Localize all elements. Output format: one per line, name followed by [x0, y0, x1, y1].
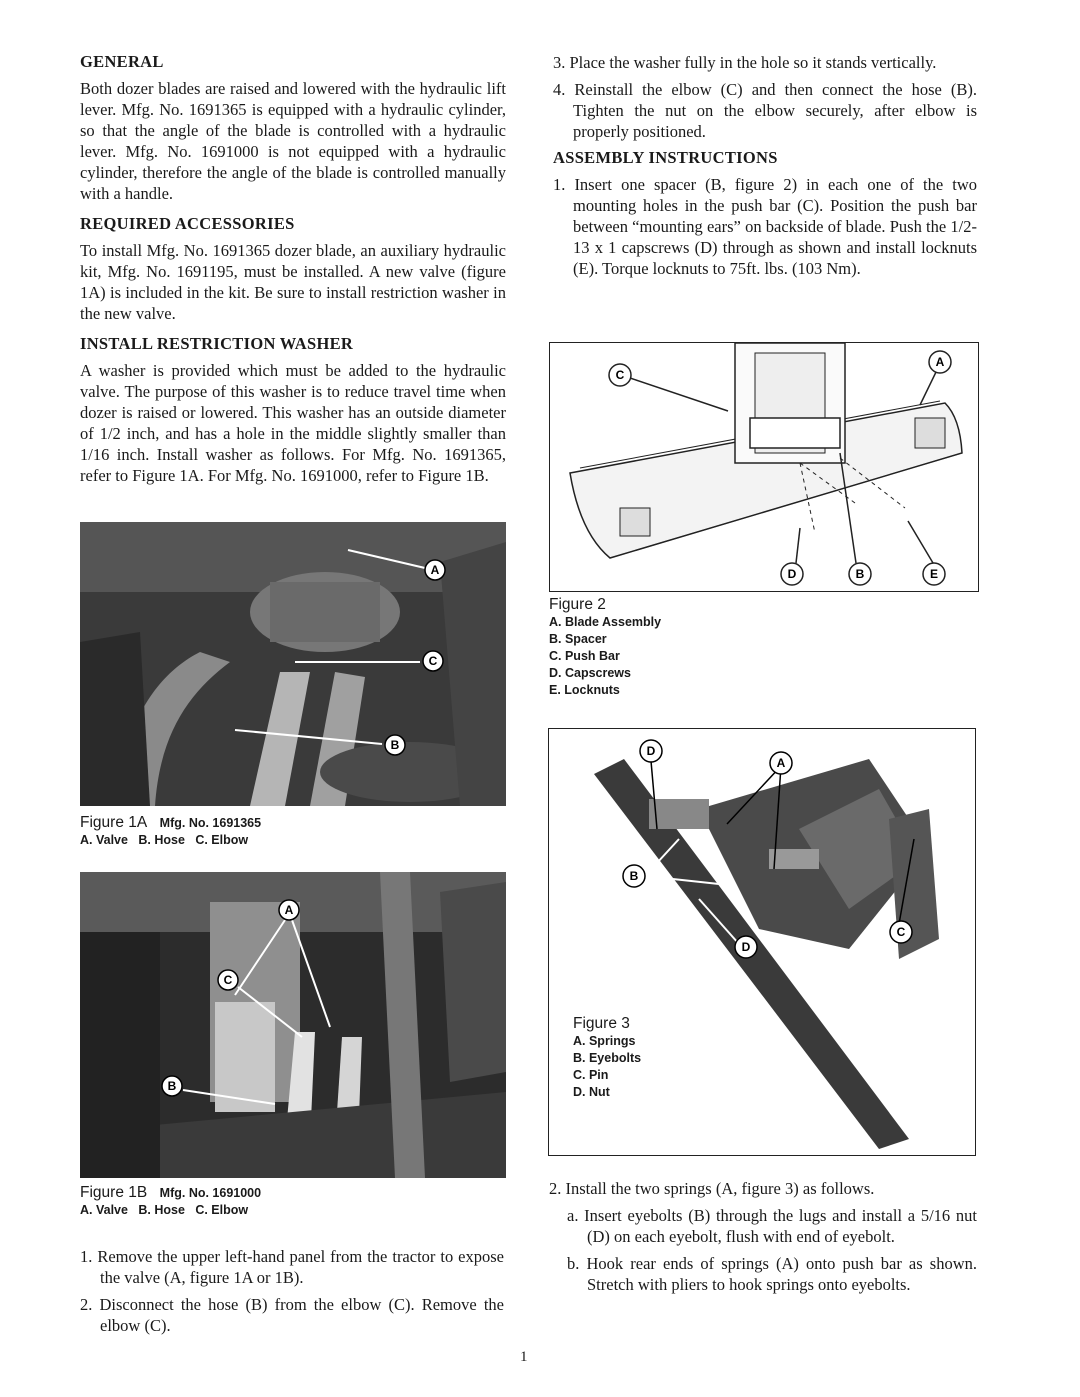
fig3-callout-c — [890, 921, 912, 943]
figure-2-item-e: E. Locknuts — [549, 683, 620, 697]
fig1a-callout-c — [423, 651, 443, 671]
figure-2-item-b: B. Spacer — [549, 632, 607, 646]
springs-step-b: b. Hook rear ends of springs (A) onto push bar as shown. Stretch with pliers to hook springs onto eyebolts. — [567, 1254, 977, 1294]
step-2: 2. Disconnect the hose (B) from the elbow (C). Remove the elbow (C). — [80, 1295, 504, 1335]
right-column — [553, 52, 977, 285]
figure-1a-title: Figure 1A — [80, 814, 148, 831]
assembly-heading: ASSEMBLY INSTRUCTIONS — [553, 148, 778, 167]
figure-1a-caption — [80, 814, 506, 849]
fig1b-callout-c-label: C — [223, 973, 233, 987]
fig1a-callout-a — [425, 560, 445, 580]
general-heading: GENERAL — [80, 52, 164, 71]
figure-3-item-d: D. Nut — [573, 1085, 610, 1099]
left-steps — [80, 1246, 504, 1342]
fig2-callout-a — [929, 351, 951, 373]
figure-1b-legend: A. Valve B. Hose C. Elbow — [80, 1203, 249, 1217]
springs-step-a: a. Insert eyebolts (B) through the lugs and install a 5/16 nut (D) on each eyebolt, flush with end of eyebolt. — [567, 1206, 977, 1246]
figure-1a-mfg: Mfg. No. 1691365 — [159, 816, 262, 830]
fig1b-callout-b — [162, 1076, 182, 1096]
fig3-callout-b — [623, 865, 645, 887]
fig3-callout-b-label: B — [629, 869, 639, 883]
figure-2-caption — [549, 596, 849, 699]
fig3-callout-d-low — [735, 936, 757, 958]
washer-body: A washer is provided which must be added to the hydraulic valve. The purpose of this washer is to reduce travel time when dozer is raised or lowered. This washer has an outside diameter of 1/2 inch, and has a hole in the middle slightly smaller than 1/16 inch. Install washer as follows. For Mfg. No. 1691365, refer to Figure 1A. For Mfg. No. 1691000, refer to Figure 1B. — [80, 361, 506, 485]
figure-1b-photo — [80, 872, 506, 1178]
fig2-callout-d — [781, 563, 803, 585]
figure-1a-photo — [80, 522, 506, 806]
page-number: 1 — [520, 1349, 528, 1365]
fig2-callout-b — [849, 563, 871, 585]
fig3-callout-a — [770, 752, 792, 774]
fig1a-callout-b-label: B — [390, 738, 400, 752]
figure-2-item-a: A. Blade Assembly — [549, 615, 662, 629]
figure-1a-legend: A. Valve B. Hose C. Elbow — [80, 833, 249, 847]
fig1b-callout-a-label: A — [284, 903, 294, 917]
right-steps — [549, 1178, 977, 1301]
step-4: 4. Reinstall the elbow (C) and then connect the hose (B). Tighten the nut on the elbow securely, after elbow is properly positioned. — [553, 80, 977, 141]
fig2-callout-a-label: A — [935, 355, 945, 369]
assembly-step-1: 1. Insert one spacer (B, figure 2) in each one of the two mounting holes in the push bar (C). Position the push bar between “mounting ears” on backside of blade. Push the 1/2-13 x 1 capscrews (D) through as shown and install locknuts (E). Torque locknuts to 75ft. lbs. (103 Nm). — [553, 175, 977, 278]
left-column — [80, 52, 506, 496]
figure-2-item-d: D. Capscrews — [549, 666, 631, 680]
fig1a-callout-c-label: C — [428, 654, 438, 668]
fig3-callout-c-label: C — [896, 925, 906, 939]
general-body: Both dozer blades are raised and lowered with the hydraulic lift lever. Mfg. No. 1691365 is equipped with a hydraulic cylinder, so that the angle of the blade is controlled with a hydraulic lever. Mfg. No. 1691000 is not equipped with a hydraulic cylinder, therefore the angle of the blade is controlled manually with a handle. — [80, 79, 506, 203]
fig1b-callout-a — [279, 900, 299, 920]
figure-1b-mfg: Mfg. No. 1691000 — [159, 1186, 262, 1200]
fig2-callout-d-label: D — [787, 567, 797, 581]
fig3-callout-d-top-label: D — [646, 744, 656, 758]
required-body: To install Mfg. No. 1691365 dozer blade, an auxiliary hydraulic kit, Mfg. No. 1691195, must be installed. A new valve (figure 1A) is included in the kit. Be sure to install restriction washer in the new valve. — [80, 241, 506, 323]
fig1b-callout-b-label: B — [167, 1079, 177, 1093]
fig1a-callout-a-label: A — [430, 563, 440, 577]
springs-step-2: 2. Install the two springs (A, figure 3) as follows. — [549, 1179, 875, 1198]
fig1a-callout-b — [385, 735, 405, 755]
fig2-callout-e — [923, 563, 945, 585]
figure-3-photo — [548, 728, 976, 1156]
figure-2-title: Figure 2 — [549, 596, 606, 613]
figure-3-caption — [573, 1015, 773, 1101]
fig2-callout-c-label: C — [615, 368, 625, 382]
figure-3-item-b: B. Eyebolts — [573, 1051, 642, 1065]
fig3-callout-d-low-label: D — [741, 940, 751, 954]
fig2-callout-c — [609, 364, 631, 386]
step-1: 1. Remove the upper left-hand panel from the tractor to expose the valve (A, figure 1A or 1B). — [80, 1247, 504, 1287]
fig3-callout-a-label: A — [776, 756, 786, 770]
figure-3-item-c: C. Pin — [573, 1068, 609, 1082]
figure-3-title: Figure 3 — [573, 1015, 630, 1032]
fig1b-callout-c — [218, 970, 238, 990]
step-3: 3. Place the washer fully in the hole so it stands vertically. — [553, 53, 937, 72]
figure-2-item-c: C. Push Bar — [549, 649, 620, 663]
figure-3-item-a: A. Springs — [573, 1034, 636, 1048]
figure-1b-title: Figure 1B — [80, 1184, 148, 1201]
washer-heading: INSTALL RESTRICTION WASHER — [80, 334, 354, 353]
fig3-callout-d-top — [640, 740, 662, 762]
required-heading: REQUIRED ACCESSORIES — [80, 214, 295, 233]
figure-2-drawing — [549, 342, 979, 592]
fig2-callout-b-label: B — [855, 567, 865, 581]
fig2-callout-e-label: E — [929, 567, 939, 581]
figure-1b-caption — [80, 1184, 506, 1219]
